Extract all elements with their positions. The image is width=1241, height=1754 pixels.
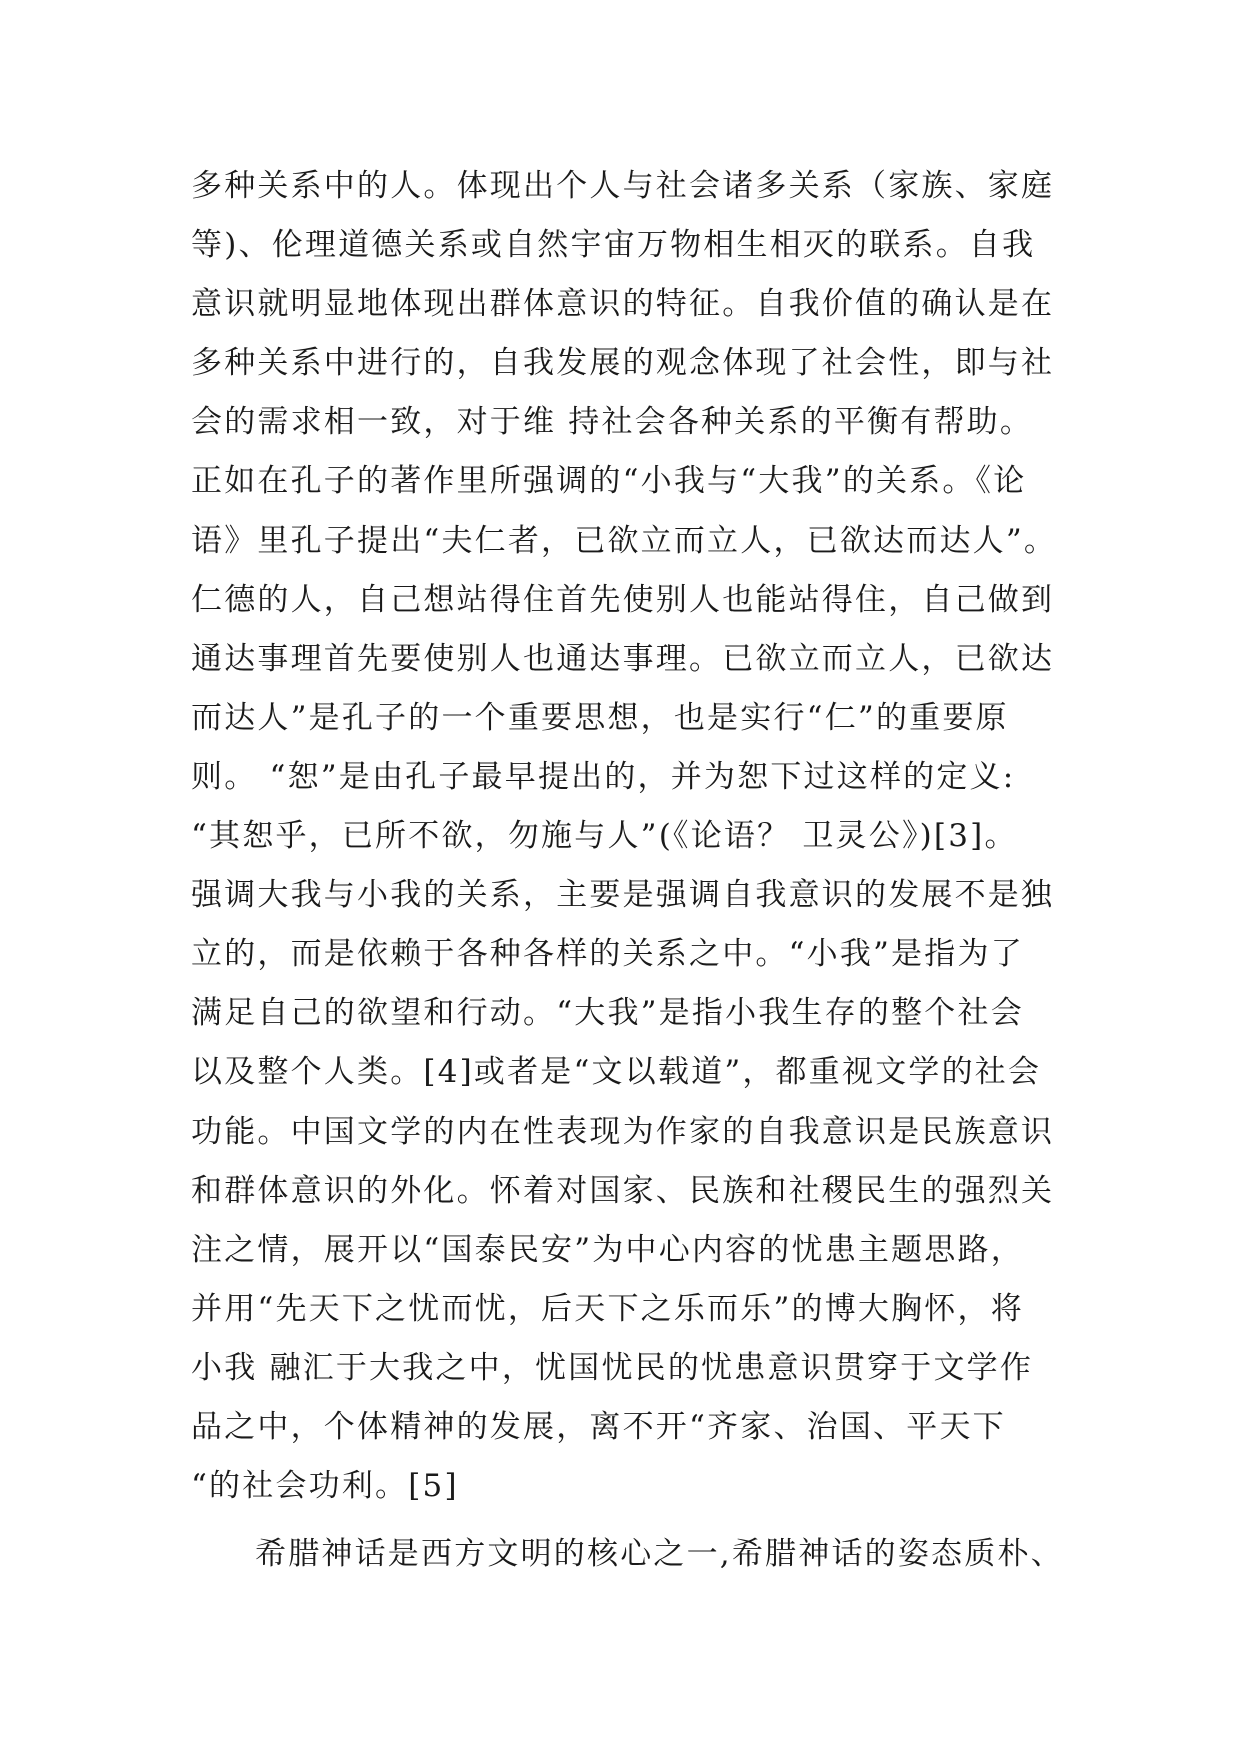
text-line: 意识就明显地体现出群体意识的特征。自我价值的确认是在 [191, 286, 1055, 323]
text-line: 小我 融汇于大我之中，忧国忧民的忧患意识贯穿于文学作 [191, 1349, 1034, 1386]
text-line: 多种关系中进行的，自我发展的观念体现了社会性，即与社 [191, 345, 1055, 382]
text-line: 注之情，展开以“国泰民安”为中心内容的忧患主题思路， [191, 1231, 1024, 1268]
paragraph-2 [191, 1525, 1071, 1584]
text-line: 品之中，个体精神的发展，离不开“齐家、治国、平天下 [191, 1408, 1006, 1445]
text-line: “的社会功利。[5] [191, 1468, 459, 1505]
text-line: “其恕乎，已所不欲，勿施与人”(《论语？ 卫灵公》)[3]。 [191, 818, 1018, 855]
text-line: 语》里孔子提出“夫仁者，已欲立而立人，已欲达而达人”。 [191, 522, 1058, 559]
text-line: 而达人”是孔子的一个重要思想，也是实行“仁”的重要原 [191, 699, 1009, 736]
text-line: 正如在孔子的著作里所强调的“小我与“大我”的关系。《论 [191, 463, 1027, 500]
text-line: 满足自己的欲望和行动。“大我”是指小我生存的整个社会 [191, 995, 1024, 1032]
text-line: 等)、伦理道德关系或自然宇宙万物相生相灭的联系。自我 [191, 227, 1036, 264]
text-line: 会的需求相一致，对于维 持社会各种关系的平衡有帮助。 [191, 404, 1034, 441]
text-line: 仁德的人，自己想站得住首先使别人也能站得住，自己做到 [191, 581, 1055, 618]
paragraph-spacing [191, 1516, 1071, 1525]
text-line: 并用“先天下之忧而忧，后天下之乐而乐”的博大胸怀，将 [191, 1290, 1024, 1327]
paragraph-1 [191, 157, 1071, 1516]
text-line: 希腊神话是西方文明的核心之一,希腊神话的姿态质朴、 [255, 1536, 1064, 1573]
text-line: 通达事理首先要使别人也通达事理。已欲立而立人，已欲达 [191, 640, 1055, 677]
text-line: 则。 “恕”是由孔子最早提出的，并为恕下过这样的定义: [191, 758, 1016, 795]
text-line: 多种关系中的人。体现出个人与社会诸多关系（家族、家庭 [191, 168, 1055, 204]
text-line: 强调大我与小我的关系，主要是强调自我意识的发展不是独 [191, 877, 1055, 914]
text-line: 和群体意识的外化。怀着对国家、民族和社稷民生的强烈关 [191, 1172, 1055, 1209]
body-text [191, 157, 1071, 1584]
text-line: 立的，而是依赖于各种各样的关系之中。“小我”是指为了 [191, 936, 1024, 973]
text-line: 以及整个人类。[4]或者是“文以载道”，都重视文学的社会 [191, 1054, 1042, 1091]
text-line: 功能。中国文学的内在性表现为作家的自我意识是民族意识 [191, 1113, 1055, 1150]
